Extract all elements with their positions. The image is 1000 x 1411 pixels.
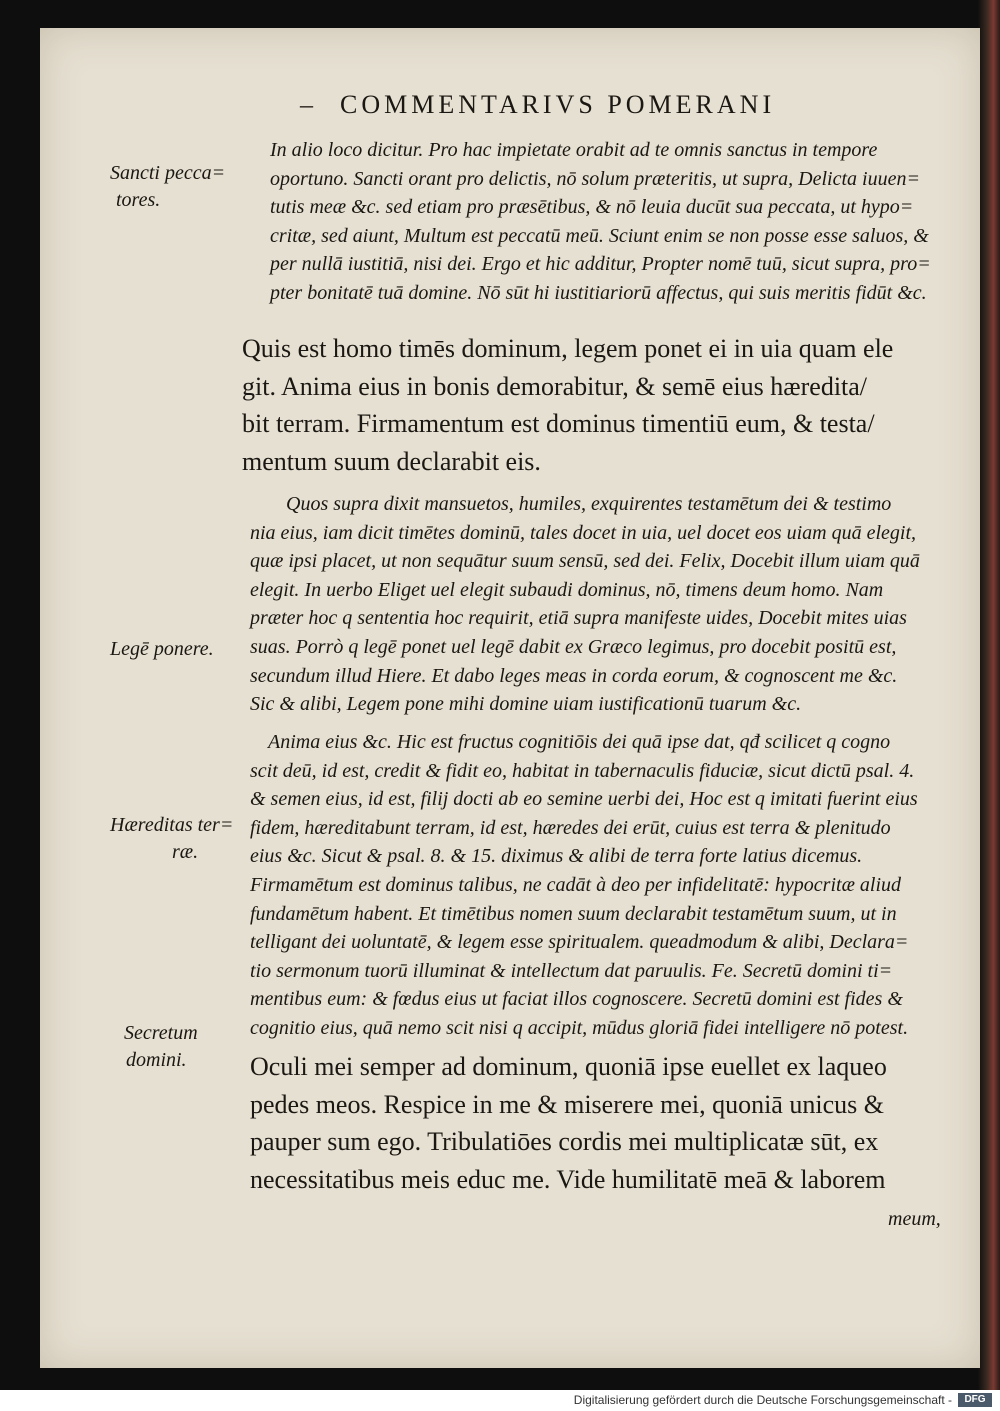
verse-line: pauper sum ego. Tribulatiōes cordis mei multiplicatæ sūt, ex [250,1127,879,1156]
text-line: Quos supra dixit mansuetos, humiles, exquirentes testamētum dei & testimo [286,493,892,515]
commentary-block-2 [250,490,960,719]
text-line: pter bonitatē tuā domine. Nō sūt hi iustitiariorū affectus, qui suis meritis fidūt &c. [270,281,927,304]
text-line: secundum illud Hiere. Et dabo leges meas in corda eorum, & cognoscent me &c. [250,664,898,687]
margin-note-legem [110,636,214,663]
text-line: critæ, sed aiunt, Multum est peccatū meū. Sciunt enim se non posse esse saluos, & [270,224,929,247]
verse-paragraph [250,1048,960,1198]
catchword: meum, [888,1208,941,1230]
verse-line: Oculi mei semper ad dominum, quoniā ipse euellet ex laqueo [250,1052,887,1081]
running-head-dash: – [300,90,317,119]
footer-bar [0,1390,1000,1411]
running-head-title: COMMENTARIVS POMERANI [340,90,776,119]
verse-line: Quis est homo timēs dominum, legem ponet ei in uia quam ele [242,334,894,363]
verse-line: necessitatibus meis educ me. Vide humilitatē meā & laborem [250,1164,886,1194]
book-page [40,28,980,1368]
commentary-block-1 [270,136,980,308]
text-line: & semen eius, id est, filij docti ab eo semine uerbi dei, Hoc est q imitati fuerint eius [250,788,918,811]
margin-note-line: Legē ponere. [110,638,214,660]
verse-line: bit terram. Firmamentum est dominus timentiū eum, & testa/ [242,409,875,438]
verse-paragraph [242,330,952,480]
text-line: scit deū, id est, credit & fidit eo, habitat in tabernaculis fiduciæ, sicut dictū psal. 4. [250,759,915,782]
text-line: tutis meæ &c. sed etiam pro præsētibus, & nō leuia ducūt sua peccata, ut hypo= [270,196,914,219]
verse-line: mentum suum declarabit eis. [242,446,541,476]
text-line: mentibus eum: & fœdus eius ut faciat illos cognoscere. Secretū domini est fides & [250,988,903,1011]
text-line: per nullā iustitiā, nisi dei. Ergo et hic additur, Propter nomē tuū, sicut supra, pro= [270,253,931,276]
margin-note-line: Secretum [124,1022,198,1044]
verse-block-2 [250,1048,960,1198]
margin-note-line: tores. [116,189,161,211]
text-line: tio sermonum tuorū illuminat & intellectum dat paruulis. Fe. Secretū domini ti= [250,959,893,982]
text-line: eius &c. Sicut & psal. 8. & 15. diximus & alibi de terra forte latius dicemus. [250,845,863,868]
margin-note-line: domini. [126,1049,187,1071]
dfg-logo: DFG [958,1393,992,1407]
margin-note-line: Hæreditas ter= [110,814,234,836]
margin-note-line: Sancti pecca= [110,162,226,184]
verse-line: pedes meos. Respice in me & miserere mei, quoniā unicus & [250,1089,884,1119]
text-line: elegit. In uerbo Eliget uel elegit subaudi dominus, nō, timens deum homo. Nam [250,578,884,601]
commentary-block-3 [250,728,960,1043]
text-line: cognitio eius, quā nemo scit nisi q accipit, mūdus gloriā fidei intelligere nō potest. [250,1016,909,1039]
commentary-paragraph [250,490,960,719]
text-line: Firmamētum est dominus talibus, ne cadāt à deo per infidelitatē: hypocritæ aliud [250,873,902,896]
text-line: fundamētum habent. Et timētibus nomen suum declarabit testamētum suum, ut in [250,902,897,925]
commentary-paragraph [270,136,980,308]
text-line: fidem, hæreditabunt terram, id est, hæredes dei erūt, cuius est terra & plenitudo [250,816,891,839]
text-line: In alio loco dicitur. Pro hac impietate orabit ad te omnis sanctus in tempore [270,139,878,161]
margin-note-sancti [110,160,225,214]
margin-note-line: ræ. [172,841,199,863]
verse-line: git. Anima eius in bonis demorabitur, & semē eius hæredita/ [242,371,868,401]
text-line: Anima eius &c. Hic est fructus cognitiōis dei quā ipse dat, qđ scilicet q cogno [268,731,891,753]
verse-block-1 [242,330,952,480]
footer-credit: Digitalisierung gefördert durch die Deutsche Forschungsgemeinschaft - [573,1393,952,1407]
text-line: præter hoc q sententia hoc requirit, etiā supra manifeste uides, Docebit mites uias [250,607,907,630]
text-line: telligant dei uoluntatē, & legem esse spiritualem. queadmodum & alibi, Declara= [250,931,909,954]
margin-note-haereditas [110,812,233,866]
text-line: quæ ipsi placet, ut non sequātur suum sensū, sed dei. Felix, Docebit illum uiam quā [250,550,920,573]
text-line: nia eius, iam dicit timētes dominū, tales docet in uia, uel docet eos uiam quā elegit, [250,521,916,544]
book-edge [978,0,1000,1390]
commentary-paragraph [250,728,960,1043]
text-line: Sic & alibi, Legem pone mihi domine uiam iustificationū tuarum &c. [250,693,802,716]
running-head [300,90,940,120]
text-line: oportuno. Sancti orant pro delictis, nō solum præteritis, ut supra, Delicta iuuen= [270,167,920,190]
margin-note-secretum [110,1020,198,1074]
text-line: suas. Porrò q legē ponet uel legē dabit ex Græco legimus, pro docebit positū est, [250,635,897,658]
